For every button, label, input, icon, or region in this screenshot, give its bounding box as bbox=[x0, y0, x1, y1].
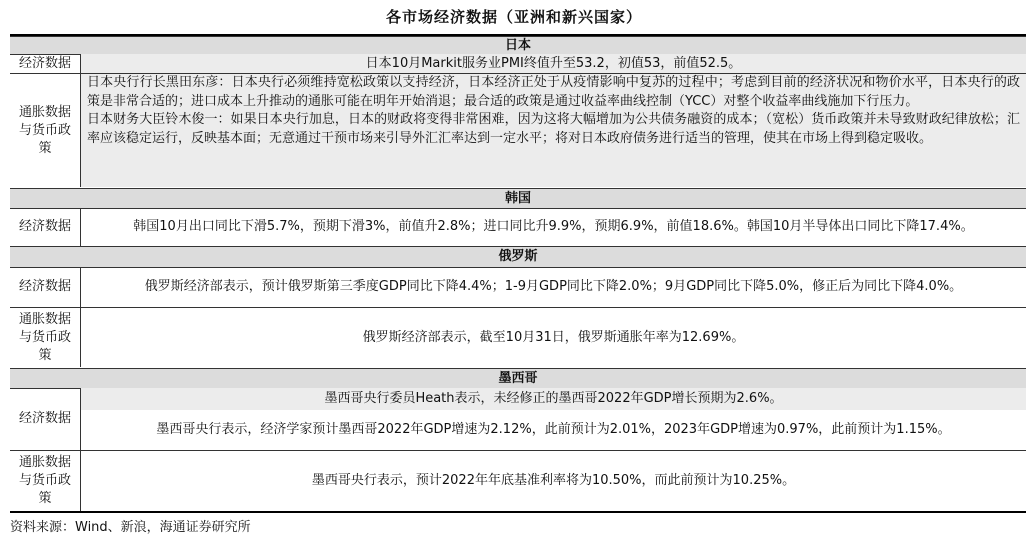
column-divider bbox=[80, 54, 81, 187]
section-header-japan: 日本 bbox=[10, 36, 1026, 55]
japan-policy-label: 通胀数据与货币政策 bbox=[18, 104, 71, 156]
japan-econ-text: 日本10月Markit服务业PMI终值升至53.2，初值53，前值52.5。 bbox=[81, 54, 1026, 73]
korea-econ-text: 韩国10月出口同比下滑5.7%，预期下滑3%，前值升2.8%；进口同比升9.9%，预期6.9%，前值18.6%。韩国10月半导体出口同比下降17.4%。 bbox=[133, 219, 974, 234]
mexico-econ-text-2: 墨西哥央行表示，经济学家预计墨西哥2022年GDP增速为2.12%，此前预计为2.01%，2023年GDP增速为0.97%，此前预计为1.15%。 bbox=[156, 422, 951, 437]
column-divider bbox=[80, 388, 81, 511]
japan-policy-cell bbox=[81, 74, 1026, 187]
russia-policy-label: 通胀数据与货币政策 bbox=[18, 311, 71, 363]
mexico-policy-text: 墨西哥央行表示，预计2022年年底基准利率将为10.50%，而此前预计为10.25%。 bbox=[311, 473, 796, 488]
russia-econ-text: 俄罗斯经济部表示，预计俄罗斯第三季度GDP同比下降4.4%；1-9月GDP同比下降2.0%；9月GDP同比下降5.0%，修正后为同比下降4.0%。 bbox=[144, 279, 963, 294]
korea-econ-label: 经济数据 bbox=[18, 219, 71, 234]
russia-econ-label: 经济数据 bbox=[18, 279, 71, 294]
japan-econ-label: 经济数据 bbox=[18, 55, 71, 71]
column-divider bbox=[80, 208, 81, 246]
japan-policy-paragraph-2: 日本财务大臣铃木俊一：如果日本央行加息，日本的财政将变得非常困难，因为这将大幅增加为公共债务融资的成本；（宽松）货币政策并未导致财政纪律放松；汇率应该稳定运行，反映基本面；无意通过干预市场来引导外汇汇率达到一定水平；将对日本政府债务进行适当的管理，使其在市场上得到稳定吸收。 bbox=[87, 112, 1020, 146]
source-note: 资料来源：Wind、新浪，海通证券研究所 bbox=[10, 520, 251, 535]
japan-policy-paragraph-1: 日本央行行长黑田东彦：日本央行必须维持宽松政策以支持经济，日本经济正处于从疫情影响中复苏的过程中；考虑到目前的经济状况和物价水平，日本央行的政策是非常合适的；进口成本上升推动的通胀可能在明年开始消退；最合适的政策是通过收益率曲线控制（YCC）对整个收益率曲线施加下行压力。 bbox=[87, 75, 1020, 109]
table-title: 各市场经济数据（亚洲和新兴国家） bbox=[385, 8, 642, 26]
section-header-mexico: 墨西哥 bbox=[10, 368, 1026, 389]
mexico-econ-text-1: 墨西哥央行委员Heath表示，未经修正的墨西哥2022年GDP增长预期为2.6%。 bbox=[81, 388, 1026, 410]
russia-policy-text: 俄罗斯经济部表示，截至10月31日，俄罗斯通胀年率为12.69%。 bbox=[362, 330, 745, 345]
mexico-policy-label: 通胀数据与货币政策 bbox=[18, 455, 71, 506]
bottom-rule bbox=[10, 511, 1026, 513]
column-divider bbox=[80, 267, 81, 367]
section-header-russia: 俄罗斯 bbox=[10, 246, 1026, 268]
mexico-econ-label: 经济数据 bbox=[18, 411, 71, 426]
section-header-korea: 韩国 bbox=[10, 188, 1026, 209]
